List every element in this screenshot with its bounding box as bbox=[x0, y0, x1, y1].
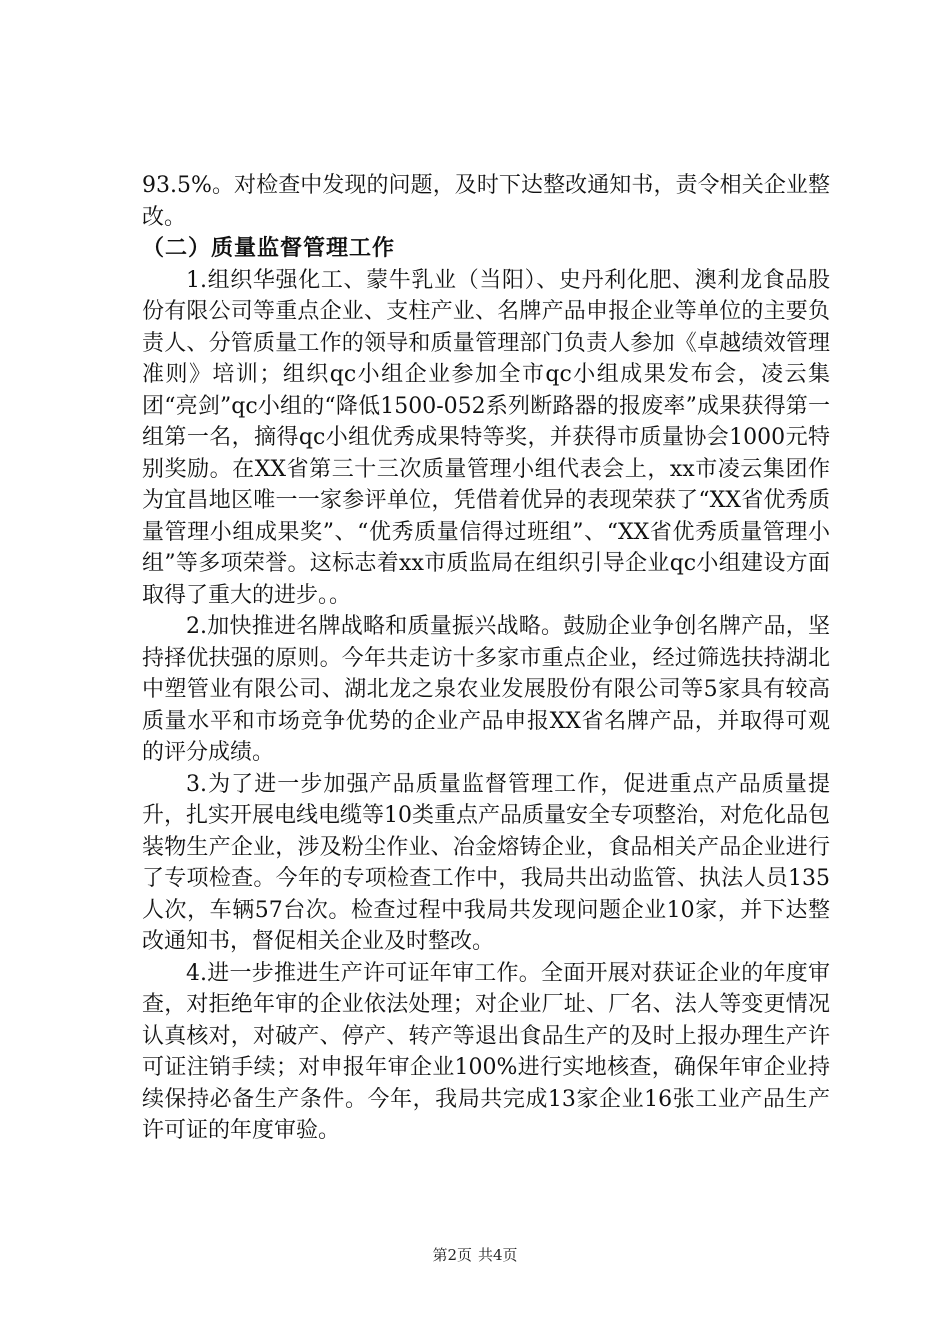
item-paragraph-3: 3.为了进一步加强产品质量监督管理工作，促进重点产品质量提升，扎实开展电线电缆等10类重点产品质量安全专项整治，对危化品包装物生产企业，涉及粉尘作业、冶金熔铸企业，食品相关产品企业进行了专项检查。今年的专项检查工作中，我局共出动监管、执法人员135人次，车辆57台次。检查过程中我局共发现问题企业10家，并下达整改通知书，督促相关企业及时整改。 bbox=[142, 771, 830, 954]
page-footer bbox=[0, 1244, 950, 1265]
item-paragraph-4: 4.进一步推进生产许可证年审工作。全面开展对获证企业的年度审查，对拒绝年审的企业依法处理；对企业厂址、厂名、法人等变更情况认真核对，对破产、停产、转产等退出食品生产的及时上报办理生产许可证注销手续；对申报年审企业100%进行实地核查，确保年审企业持续保持必备生产条件。今年，我局共完成13家企业16张工业产品生产许可证的年度审验。 bbox=[142, 960, 830, 1143]
section-heading: （二）质量监督管理工作 bbox=[142, 235, 396, 261]
total-pages: 共4页 bbox=[478, 1246, 518, 1264]
page-number: 第2页 bbox=[432, 1246, 472, 1264]
continuation-paragraph: 93.5%。对检查中发现的问题，及时下达整改通知书，责令相关企业整改。 bbox=[142, 173, 830, 230]
document-body bbox=[142, 170, 830, 1147]
item-paragraph-1: 1.组织华强化工、蒙牛乳业（当阳）、史丹利化肥、澳利龙食品股份有限公司等重点企业、支柱产业、名牌产品申报企业等单位的主要负责人、分管质量工作的领导和质量管理部门负责人参加《卓越绩效管理准则》培训；组织qc小组企业参加全市qc小组成果发布会，凌云集团“亮剑”qc小组的“降低1500-052系列断路器的报废率”成果获得第一组第一名，摘得qc小组优秀成果特等奖，并获得市质量协会1000元特别奖励。在XX省第三十三次质量管理小组代表会上，xx市凌云集团作为宜昌地区唯一一家参评单位，凭借着优异的表现荣获了“XX省优秀质量管理小组成果奖”、“优秀质量信得过班组”、“XX省优秀质量管理小组”等多项荣誉。这标志着xx市质监局在组织引导企业qc小组建设方面取得了重大的进步。。 bbox=[142, 267, 830, 608]
item-paragraph-2: 2.加快推进名牌战略和质量振兴战略。鼓励企业争创名牌产品，坚持择优扶强的原则。今年共走访十多家市重点企业，经过筛选扶持湖北中塑管业有限公司、湖北龙之泉农业发展股份有限公司等5家具有较高质量水平和市场竞争优势的企业产品申报XX省名牌产品，并取得可观的评分成绩。 bbox=[142, 614, 830, 765]
